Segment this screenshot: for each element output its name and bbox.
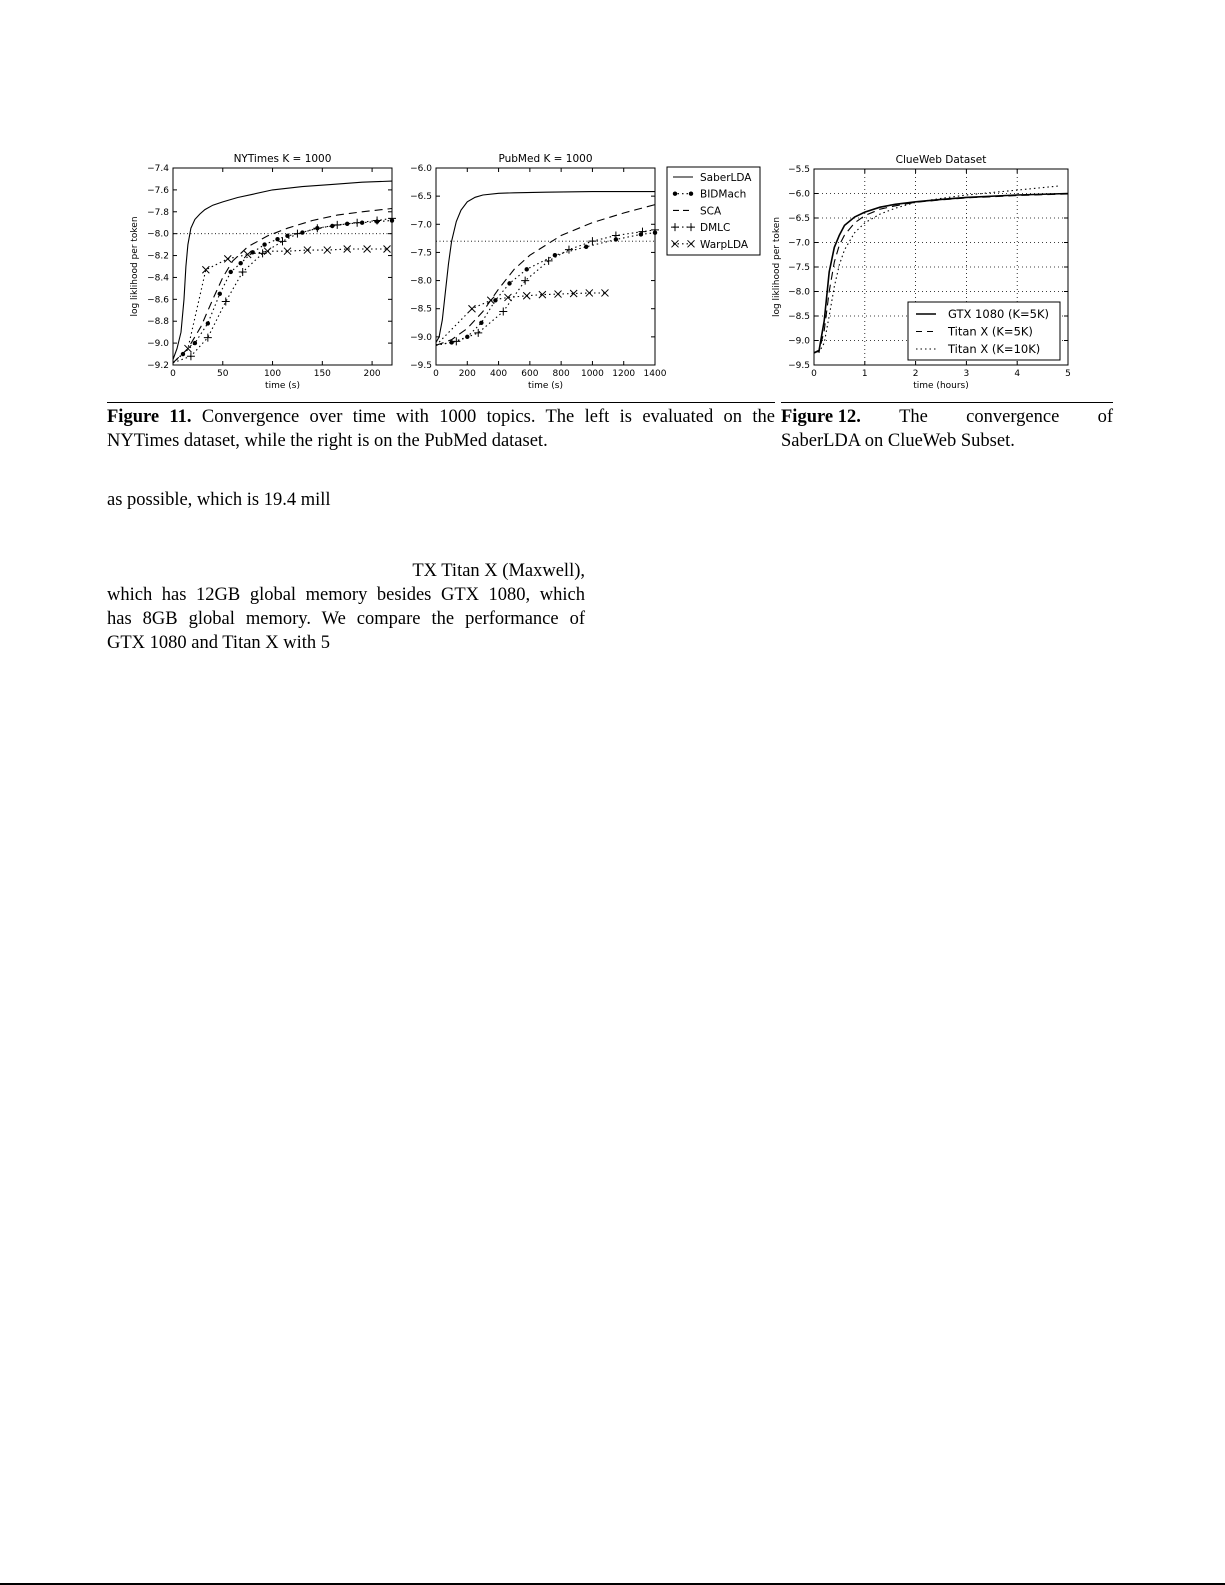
y-tick-label: −8.2 xyxy=(147,251,169,262)
x-tick-label: 1200 xyxy=(612,369,636,379)
y-tick-label: −9.0 xyxy=(788,336,810,347)
y-tick-label: −8.5 xyxy=(410,304,432,315)
legend-marker xyxy=(673,192,677,196)
figure11-caption-line1 xyxy=(107,405,775,429)
y-tick-label: −6.0 xyxy=(788,189,810,200)
x-tick-label: 0 xyxy=(170,369,176,379)
data-point xyxy=(238,261,242,265)
y-tick-label: −7.4 xyxy=(147,164,169,174)
y-tick-label: −8.0 xyxy=(410,276,432,287)
data-point xyxy=(364,245,371,252)
chart-title: PubMed K = 1000 xyxy=(498,153,593,165)
data-point xyxy=(601,289,608,296)
data-point xyxy=(324,247,331,254)
data-point xyxy=(521,277,529,285)
data-point xyxy=(222,298,230,306)
body-line-2: TX Titan X (Maxwell), xyxy=(412,561,585,581)
y-tick-label: −9.0 xyxy=(147,339,169,350)
series-bidmach xyxy=(173,218,394,362)
series-line xyxy=(436,233,655,346)
data-point xyxy=(474,329,482,337)
series-warplda xyxy=(173,245,391,362)
y-tick-label: −8.6 xyxy=(147,295,169,306)
data-point xyxy=(206,321,210,325)
series-bidmach xyxy=(436,231,657,346)
legend-marker xyxy=(689,192,693,196)
data-point xyxy=(525,267,529,271)
data-point xyxy=(313,224,321,232)
y-tick-label: −9.0 xyxy=(410,332,432,343)
figure11-text-line2: NYTimes dataset, while the right is on the PubMed dataset. xyxy=(107,431,548,451)
data-point xyxy=(202,266,209,273)
y-tick-label: −9.5 xyxy=(410,361,432,371)
y-tick-label: −5.5 xyxy=(788,165,810,175)
data-point xyxy=(584,245,588,249)
legend-label: BIDMach xyxy=(700,188,747,201)
data-point xyxy=(555,291,562,298)
figure11-text-line1: Convergence over time with 1000 topics. The left is evaluated on the xyxy=(201,407,776,427)
figure12-rule xyxy=(781,402,1113,403)
pubmed-convergence-chart xyxy=(400,145,770,400)
figure11-caption xyxy=(107,405,775,453)
x-tick-label: 1400 xyxy=(643,369,667,379)
data-point xyxy=(468,305,475,312)
x-tick-label: 50 xyxy=(217,369,229,379)
x-tick-label: 0 xyxy=(811,369,817,379)
y-tick-label: −8.0 xyxy=(788,287,810,298)
data-point xyxy=(493,298,497,302)
y-tick-label: −9.2 xyxy=(147,361,169,371)
x-tick-label: 1 xyxy=(861,369,868,379)
figure11-rule xyxy=(107,402,775,403)
data-point xyxy=(279,237,287,245)
chart-title: NYTimes K = 1000 xyxy=(233,153,332,165)
x-tick-label: 100 xyxy=(263,369,282,379)
series-line xyxy=(436,205,655,346)
x-tick-label: 0 xyxy=(433,369,439,379)
y-tick-label: −7.6 xyxy=(147,185,169,196)
y-tick-label: −8.8 xyxy=(147,317,169,328)
x-tick-label: 1000 xyxy=(580,369,604,379)
legend-label: Titan X (K=10K) xyxy=(948,342,1041,356)
figure12-caption xyxy=(781,405,1113,453)
data-point xyxy=(523,292,530,299)
figure12-caption-line1 xyxy=(781,405,1113,429)
data-point xyxy=(479,321,483,325)
y-tick-label: −6.5 xyxy=(410,192,432,203)
legend-label: SaberLDA xyxy=(700,172,752,184)
x-tick-label: 150 xyxy=(313,369,331,379)
y-tick-label: −9.5 xyxy=(788,361,810,371)
body-line-1: as possible, which is 19.4 mill xyxy=(107,490,331,510)
chart-title: ClueWeb Dataset xyxy=(895,154,987,166)
data-point xyxy=(275,237,279,241)
figure11-label: Figure 11. xyxy=(107,407,192,427)
x-axis-label: time (hours) xyxy=(913,381,969,391)
y-tick-label: −7.5 xyxy=(410,248,432,259)
y-axis-label: log liklihood per token xyxy=(772,216,782,318)
data-point xyxy=(333,221,341,229)
body-line-5: GTX 1080 and Titan X with 5 xyxy=(107,633,331,653)
y-tick-label: −7.5 xyxy=(788,263,810,273)
data-point xyxy=(204,334,212,342)
clueweb-convergence-chart xyxy=(770,145,1090,400)
data-point xyxy=(193,341,197,345)
data-point xyxy=(262,242,266,246)
legend-label: DMLC xyxy=(700,222,731,235)
y-tick-label: −8.4 xyxy=(147,273,169,284)
y-tick-label: −8.5 xyxy=(788,312,810,322)
x-axis-label: time (s) xyxy=(265,381,300,391)
data-point xyxy=(284,248,291,255)
x-tick-label: 2 xyxy=(912,369,919,379)
data-point xyxy=(229,270,233,274)
x-axis-label: time (s) xyxy=(528,381,563,391)
data-point xyxy=(507,281,511,285)
data-point xyxy=(545,257,553,265)
x-tick-label: 5 xyxy=(1065,369,1071,379)
series-warplda xyxy=(436,289,608,345)
x-tick-label: 200 xyxy=(458,369,476,379)
y-tick-label: −7.0 xyxy=(788,238,810,249)
y-axis-label: log liklihood per token xyxy=(130,216,140,317)
y-tick-label: −7.8 xyxy=(147,207,169,218)
data-point xyxy=(487,297,494,304)
series-dmlc xyxy=(173,214,396,362)
data-point xyxy=(588,237,596,245)
y-tick-label: −6.0 xyxy=(410,164,432,174)
x-tick-label: 3 xyxy=(963,369,970,379)
figure12-word-2: convergence xyxy=(966,407,1060,427)
x-tick-label: 200 xyxy=(363,369,381,379)
data-point xyxy=(293,230,301,238)
data-point xyxy=(264,248,271,255)
data-point xyxy=(586,289,593,296)
series-line xyxy=(436,230,655,345)
series-line xyxy=(173,249,387,363)
y-tick-label: −8.0 xyxy=(147,229,169,240)
legend-label: WarpLDA xyxy=(700,238,749,251)
data-point xyxy=(373,217,381,225)
legend-label: GTX 1080 (K=5K) xyxy=(948,307,1049,321)
series-line xyxy=(436,192,655,343)
data-point xyxy=(353,219,361,227)
data-point xyxy=(224,255,231,262)
legend-label: Titan X (K=5K) xyxy=(948,324,1033,339)
series-saberlda xyxy=(436,192,655,343)
figure12-word-1: The xyxy=(899,407,928,427)
x-tick-label: 800 xyxy=(552,369,570,379)
series-sca xyxy=(436,205,655,346)
series-line xyxy=(436,293,605,345)
data-point xyxy=(565,246,573,254)
plot-frame xyxy=(173,168,392,365)
figure12-word-3: of xyxy=(1097,407,1113,427)
series-dmlc xyxy=(436,226,659,345)
x-tick-label: 4 xyxy=(1014,369,1021,379)
data-point xyxy=(218,292,222,296)
body-line-4: has 8GB global memory. We compare the performance of xyxy=(107,609,585,629)
x-tick-label: 400 xyxy=(489,369,508,379)
legend-label: SCA xyxy=(700,205,722,218)
body-line-3: which has 12GB global memory besides GTX 1080, which xyxy=(107,585,585,605)
figure12-label: Figure 12. xyxy=(781,407,861,427)
figure12-text-line2: SaberLDA on ClueWeb Subset. xyxy=(781,431,1015,451)
nytimes-convergence-chart xyxy=(125,145,400,400)
y-tick-label: −7.0 xyxy=(410,220,432,231)
x-tick-label: 600 xyxy=(521,369,539,379)
y-tick-label: −6.5 xyxy=(788,214,810,224)
data-point xyxy=(612,232,620,240)
